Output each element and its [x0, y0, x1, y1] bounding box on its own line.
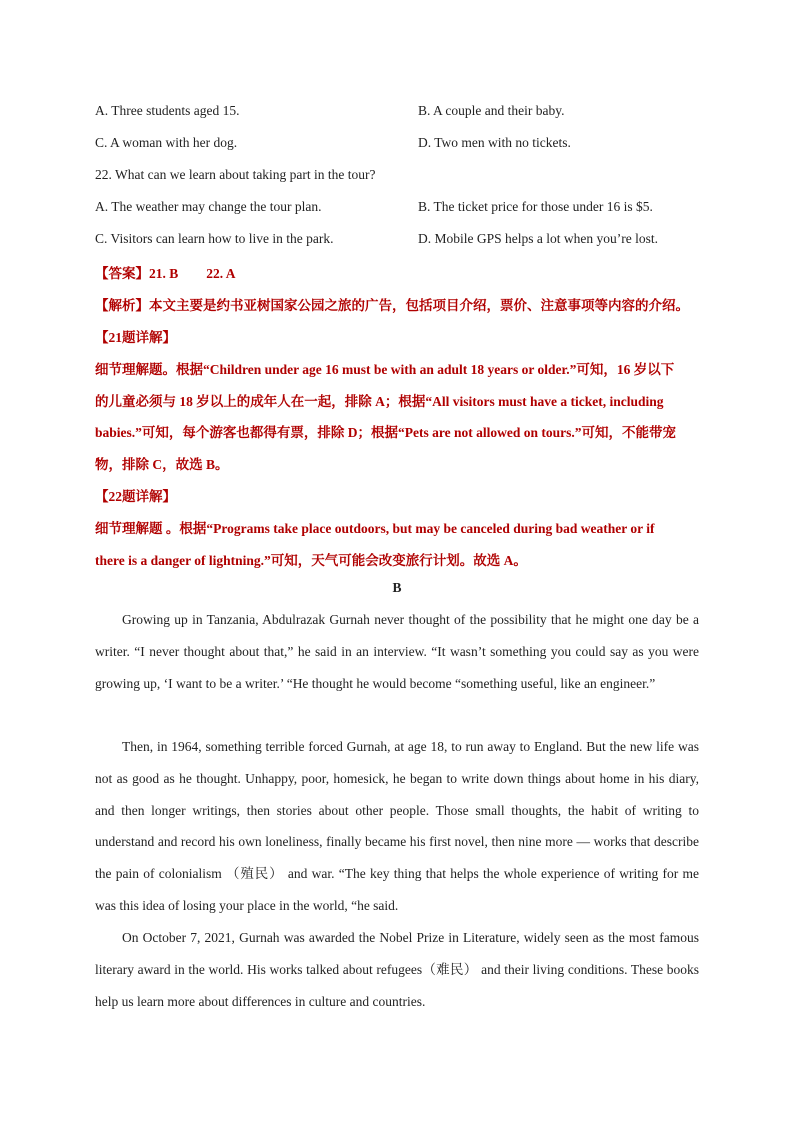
- passage-paragraph-2: Then, in 1964, something terrible forced Gurnah, at age 18, to run away to England. But the new life was not as good as he thought. Unhappy, poor, homesick, he began to write down things about home in his diary, and then longer writings, then stories about other people. Those small thoughts, the habit of writing to understand and record his own loneliness, finally became his first novel, then nine more — works that describe the pain of colonialism （殖民） and war. “The key thing that helps the whole experience of writing for me was this idea of losing your place in the world, “he said.: [95, 739, 699, 913]
- detail21-line-2: 的儿童必须与 18 岁以上的成年人在一起，排除 A；根据“All visitors must have a ticket, including: [95, 394, 664, 409]
- detail21-line-3: babies.”可知，每个游客也都得有票，排除 D；根据“Pets are not allowed on tours.”可知，不能带宠: [95, 425, 677, 440]
- q22-option-b: B. The ticket price for those under 16 is $5.: [418, 199, 653, 214]
- q21-option-a: A. Three students aged 15.: [95, 103, 240, 118]
- q21-option-c: C. A woman with her dog.: [95, 135, 238, 150]
- q22-option-d: D. Mobile GPS helps a lot when you’re lost.: [418, 231, 658, 246]
- answer-tag: 【答案】: [95, 266, 149, 281]
- answer-line: [95, 262, 236, 282]
- q22-question: 22. What can we learn about taking part in the tour?: [95, 167, 376, 182]
- answer-21: 21. B: [149, 266, 179, 281]
- q22-option-a: A. The weather may change the tour plan.: [95, 199, 322, 214]
- q21-option-d: D. Two men with no tickets.: [418, 135, 571, 150]
- analysis-text: 【解析】本文主要是约书亚树国家公园之旅的广告，包括项目介绍，票价、注意事项等内容的介绍。: [95, 298, 689, 313]
- detail21-heading: 【21题详解】: [95, 330, 176, 345]
- detail21-line-1: 细节理解题。根据“Children under age 16 must be with an adult 18 years or older.”可知，16 岁以下: [95, 362, 675, 377]
- passage-paragraph-3: On October 7, 2021, Gurnah was awarded the Nobel Prize in Literature, widely seen as the most famous literary award in the world. His works talked about refugees（难民） and their living conditions. These books help us learn more about differences in culture and countries.: [95, 930, 699, 1009]
- passage-label: B: [392, 580, 402, 595]
- q22-option-c: C. Visitors can learn how to live in the park.: [95, 231, 334, 246]
- passage-paragraph-1: Growing up in Tanzania, Abdulrazak Gurnah never thought of the possibility that he might one day be a writer. “I never thought about that,” he said in an interview. “It wasn’t something you could say as you were growing up, ‘I want to be a writer.’ “He thought he would become “something useful, like an engineer.”: [95, 612, 699, 691]
- detail22-heading: 【22题详解】: [95, 489, 176, 504]
- detail22-line-1: 细节理解题 。根据“Programs take place outdoors, but may be canceled during bad weather or if: [95, 521, 655, 536]
- q21-option-b: B. A couple and their baby.: [418, 103, 565, 118]
- answer-22: 22. A: [206, 266, 236, 281]
- detail21-line-4: 物，排除 C，故选 B。: [95, 457, 229, 472]
- detail22-line-2: there is a danger of lightning.”可知，天气可能会改变旅行计划。故选 A。: [95, 553, 527, 568]
